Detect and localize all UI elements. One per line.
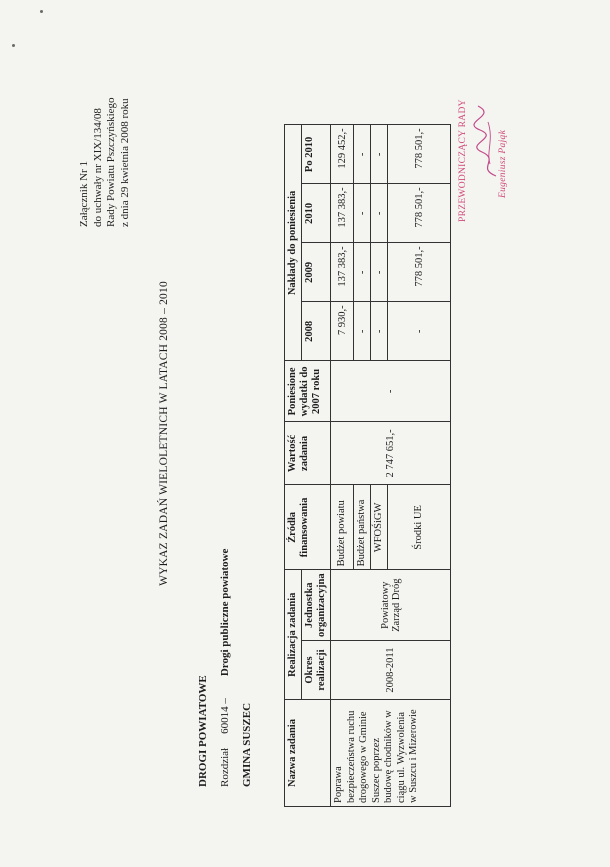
source-name: Budżet państwa: [354, 485, 371, 570]
value-po2010: -: [371, 125, 388, 184]
attachment-line: Załącznik Nr 1: [78, 161, 90, 227]
value-2008: -: [371, 302, 388, 361]
attachment-line: Rady Powiatu Pszczyńskiego: [105, 97, 117, 227]
task-wartosc: 2 747 651,-: [331, 422, 451, 485]
header-poniesione: Poniesione wydatki do 2007 roku: [285, 361, 331, 422]
task-name: Poprawa bezpieczeństwa ruchu drogowego w Gminie Suszec poprzez budowę chodników w ciągu ul. Wyzwolenia w Suszcu i Mizerowie: [331, 700, 451, 807]
header-row: [285, 125, 302, 807]
section-heading: DROGI POWIATOWE: [197, 675, 209, 787]
rozdzial-name: Drogi publiczne powiatowe: [219, 548, 231, 677]
table-row: [331, 125, 354, 807]
value-2008: -: [388, 302, 451, 361]
attachment-line: z dnia 29 kwietnia 2008 roku: [118, 98, 131, 227]
rozdzial-label: Rozdział: [219, 747, 231, 787]
tasks-table: [284, 124, 451, 807]
stamp-name: Eugeniusz Pająk: [498, 129, 508, 198]
header-2010: 2010: [302, 184, 331, 243]
rozdzial-code: 60014 –: [219, 698, 231, 734]
task-jednostka: Powiatowy Zarząd Dróg: [331, 570, 451, 641]
gmina-name: GMINA SUSZEC: [241, 702, 253, 787]
source-name: Środki UE: [388, 485, 451, 570]
value-2009: 778 501,-: [388, 243, 451, 302]
value-2009: -: [371, 243, 388, 302]
value-2010: 778 501,-: [388, 184, 451, 243]
section-info: [197, 549, 263, 787]
header-realizacja: Realizacja zadania: [285, 570, 302, 700]
rozdzial-row: [219, 549, 231, 787]
task-poniesione: -: [331, 361, 451, 422]
value-2009: 137 383,-: [331, 243, 354, 302]
attachment-line: do uchwały nr XIX/134/08: [91, 108, 104, 227]
header-jednostka: Jednostka organizacyjna: [302, 570, 331, 641]
value-po2010: -: [354, 125, 371, 184]
value-2009: -: [354, 243, 371, 302]
header-naklady: Nakłady do poniesienia: [285, 125, 302, 361]
header-name: Nazwa zadania: [285, 700, 331, 807]
value-2010: -: [354, 184, 371, 243]
value-2010: -: [371, 184, 388, 243]
header-2009: 2009: [302, 243, 331, 302]
value-2008: 7 930,-: [331, 302, 354, 361]
stamp-title: PRZEWODNICZĄCY RADY: [458, 99, 468, 222]
header-2008: 2008: [302, 302, 331, 361]
value-po2010: 129 452,-: [331, 125, 354, 184]
attachment-note: [78, 97, 132, 227]
header-zrodla: Źródła finansowania: [285, 485, 331, 570]
source-name: WFOŚiGW: [371, 485, 388, 570]
header-po2010: Po 2010: [302, 125, 331, 184]
value-2008: -: [354, 302, 371, 361]
header-okres: Okres realizacji: [302, 641, 331, 700]
task-okres: 2008-2011: [331, 641, 451, 700]
source-name: Budżet powiatu: [331, 485, 354, 570]
chairman-stamp: [458, 99, 508, 222]
value-po2010: 778 501,-: [388, 125, 451, 184]
header-wartosc: Wartość zadania: [285, 422, 331, 485]
value-2010: 137 383,-: [331, 184, 354, 243]
document-title: WYKAZ ZADAŃ WIELOLETNICH W LATACH 2008 – 2010: [158, 281, 170, 586]
